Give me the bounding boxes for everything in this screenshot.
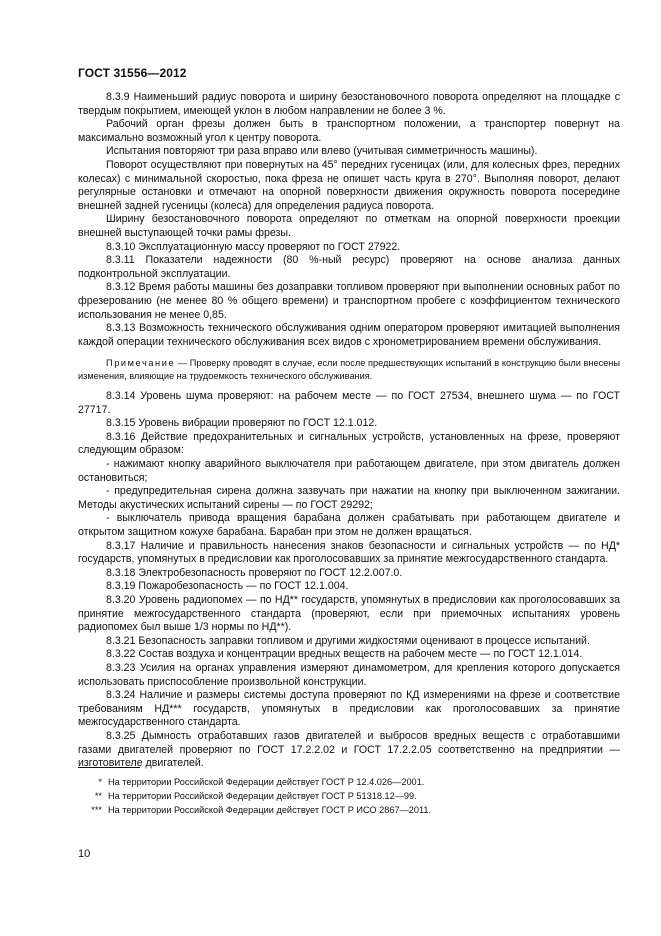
paragraph: 8.3.23 Усилия на органах управления измеряют динамометром, для крепления которого допускается использовать приспособление произвольной конструкции. (78, 661, 620, 688)
paragraph: 8.3.20 Уровень радиопомех — по НД** государств, упомянутых в предисловии как проголосовавших за принятие межгосударственного стандарта (проверяют, если при приемочных испытаниях уровень радиопомех был выше 1/3 нормы по НД**). (78, 594, 620, 634)
note-text: — Проверку проводят в случае, если после предшествующих испытаний в конструкцию были внесены изменения, влияющие на трудоемкость технического обслуживания. (78, 358, 620, 381)
paragraph: 8.3.11 Показатели надежности (80 %-ный ресурс) проверяют на основе анализа данных подконтрольной эксплуатации. (78, 254, 620, 280)
footnote-text: На территории Российской Федерации действует ГОСТ Р ИСО 2867—2011. (108, 804, 432, 815)
paragraph: 8.3.12 Время работы машины без дозаправки топливом проверяют при выполнении основных работ по фрезерованию (не менее 80 % общего времени) и транспортном пробеге с коэффициентом технического использования не менее 0,85. (78, 281, 620, 321)
page-header: ГОСТ 31556—2012 (78, 66, 187, 80)
footnote (78, 790, 620, 804)
paragraph: 8.3.17 Наличие и правильность нанесения знаков безопасности и сигнальных устройств — по НД* государств, упомянутых в предисловии как проголосовавших за принятие межгосударственного стандарта. (78, 539, 620, 566)
footnote (78, 776, 620, 790)
note-label: Примечание (106, 358, 176, 369)
footnote-divider (78, 767, 140, 768)
list-item: - нажимают кнопку аварийного выключателя при работающем двигателе, при этом двигатель должен остановиться; (78, 458, 620, 484)
list-item: - выключатель привода вращения барабана должен срабатывать при работающем двигателе и открытом защитном кожухе барабана. Барабан при этом не должен вращаться. (78, 512, 620, 539)
paragraph: 8.3.22 Состав воздуха и концентрации вредных веществ на рабочем месте — по ГОСТ 12.1.014. (106, 648, 583, 661)
paragraph: 8.3.21 Безопасность заправки топливом и другими жидкостями оценивают в процессе испытаний. (106, 634, 590, 647)
page-number: 10 (78, 848, 91, 860)
paragraph: 8.3.10 Эксплуатационную массу проверяют по ГОСТ 27922. (106, 240, 401, 253)
paragraph: 8.3.13 Возможность технического обслуживания одним оператором проверяют имитацией выполнения каждой операции технического обслуживания всех видов с хронометрированием времени обслуживания. (78, 322, 620, 348)
paragraph: Рабочий орган фрезы должен быть в транспортном положении, а транспортер повернут на максимально возможный угол к центру поворота. (78, 118, 620, 144)
footnote-mark: *** (91, 804, 102, 815)
paragraph: Ширину безостановочного поворота определяют по отметкам на опорной поверхности проекции внешней выступающей точки рамы фрезы. (78, 213, 620, 239)
footnote (78, 804, 620, 818)
paragraph: Испытания повторяют три раза вправо или влево (учитывая симметричность машины). (106, 145, 538, 158)
footnote-mark: * (98, 777, 102, 787)
paragraph: 8.3.19 Пожаробезопасность — по ГОСТ 12.1.004. (106, 580, 349, 593)
paragraph: 8.3.16 Действие предохранительных и сигнальных устройств, установленных на фрезе, проверяют следующим образом: (78, 430, 620, 457)
paragraph: 8.3.24 Наличие и размеры системы доступа проверяют по КД измерениями на фрезе и соответствие требованиям НД*** государств, упомянутых в предисловии как проголосовавших за принятие межгосударственного стандарта. (78, 689, 620, 729)
footnote-text: На территории Российской Федерации действует ГОСТ Р 51318.12—99. (108, 790, 417, 801)
paragraph: 8.3.25 Дымность отработавших газов двигателей и выбросов вредных веществ с отработавшими газами двигателей проверяют по ГОСТ 17.2.2.02 и ГОСТ 17.2.2.05 соответственно на предприятии — изготовителе двигателей. (78, 729, 620, 770)
paragraph: 8.3.14 Уровень шума проверяют: на рабочем месте — по ГОСТ 27534, внешнего шума — по ГОСТ 27717. (78, 390, 620, 416)
paragraph: 8.3.18 Электробезопасность проверяют по ГОСТ 12.2.007.0. (106, 566, 403, 579)
paragraph: 8.3.15 Уровень вибрации проверяют по ГОСТ 12.1.012. (106, 417, 378, 430)
body-text (78, 91, 620, 771)
footnotes (78, 776, 620, 817)
footnote-text: На территории Российской Федерации действует ГОСТ Р 12.4.026—2001. (108, 777, 425, 787)
list-item: - предупредительная сирена должна зазвучать при нажатии на кнопку при выключенном зажигании. Методы акустических испытаний сирены — по ГОСТ 29292; (78, 485, 620, 511)
footnote-mark: ** (94, 790, 102, 801)
note (78, 357, 620, 382)
paragraph: Поворот осуществляют при повернутых на 45° передних гусеницах (или, для колесных фрез, передних колесах) с минимальной скоростью, пока фреза не опишет часть круга в 270°. Выполняя поворот, делают регулярные остановки и отмечают на опорной поверхности движения окружность поворота посередине внешней задней гусеницы (колеса) для определения радиуса поворота. (78, 158, 620, 212)
paragraph: 8.3.9 Наименьший радиус поворота и ширину безостановочного поворота определяют на площадке с твердым покрытием, имеющей уклон в любом направлении не более 3 %. (78, 91, 620, 117)
